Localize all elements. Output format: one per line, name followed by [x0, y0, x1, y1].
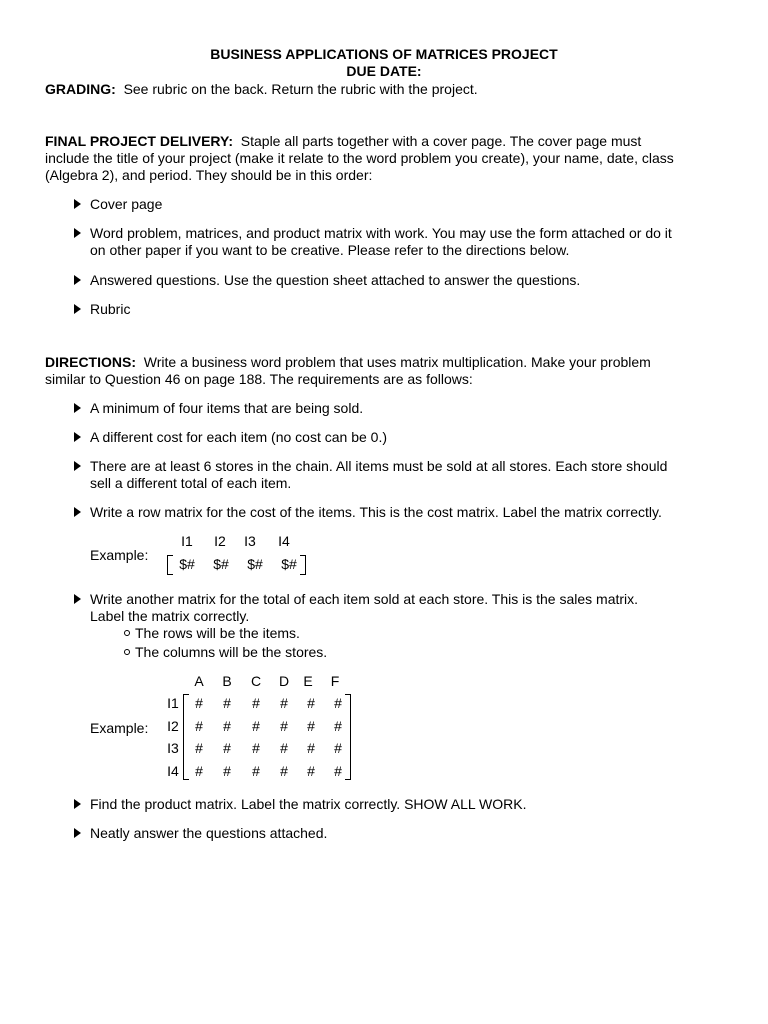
example1-cell: $#	[213, 556, 229, 572]
example1-header: I4	[278, 533, 290, 549]
bullet-arrow-icon	[74, 828, 81, 838]
matrix-cell: #	[307, 718, 315, 734]
directions-text-2: similar to Question 46 on page 188. The requirements are as follows:	[45, 371, 473, 387]
bullet-arrow-icon	[74, 461, 81, 471]
matrix-cell: #	[307, 763, 315, 779]
matrix-cell: #	[280, 763, 288, 779]
example2-label: Example:	[90, 720, 149, 736]
matrix-cell: #	[252, 695, 260, 711]
matrix-cell: #	[195, 740, 203, 756]
example1-cell: $#	[281, 556, 297, 572]
example2-row-label: I3	[167, 740, 179, 756]
example2-col-header: A	[194, 673, 204, 689]
matrix-cell: #	[280, 718, 288, 734]
bullet-arrow-icon	[74, 507, 81, 517]
matrix-cell: #	[280, 740, 288, 756]
due-date: DUE DATE:	[346, 63, 422, 79]
matrix-cell: #	[334, 718, 342, 734]
grading-text: See rubric on the back. Return the rubric with the project.	[123, 81, 478, 97]
bullet-arrow-icon	[74, 799, 81, 809]
matrix-cell: #	[195, 763, 203, 779]
example2-col-header: D	[278, 673, 290, 689]
example2-col-header: F	[330, 673, 340, 689]
matrix-left-bracket	[167, 555, 173, 575]
matrix-cell: #	[223, 718, 231, 734]
bullet-arrow-icon	[74, 594, 81, 604]
final-delivery-text-1: Staple all parts together with a cover page. The cover page must	[240, 133, 642, 149]
bullet-arrow-icon	[74, 304, 81, 314]
matrix-cell: #	[252, 763, 260, 779]
bullet-arrow-icon	[74, 403, 81, 413]
matrix-cell: #	[223, 740, 231, 756]
example2-row-label: I4	[167, 763, 179, 779]
example2-row-label: I1	[167, 695, 179, 711]
matrix-cell: #	[252, 718, 260, 734]
grading-line	[45, 81, 735, 98]
grading-label: GRADING:	[45, 81, 116, 97]
matrix-cell: #	[280, 695, 288, 711]
directions-label: DIRECTIONS:	[45, 354, 136, 370]
matrix-cell: #	[195, 695, 203, 711]
example1-label: Example:	[90, 547, 149, 563]
matrix-cell: #	[223, 763, 231, 779]
example2-col-header: B	[222, 673, 232, 689]
example1-header: I3	[244, 533, 256, 549]
matrix-cell: #	[195, 718, 203, 734]
document-title: BUSINESS APPLICATIONS OF MATRICES PROJECT	[210, 46, 558, 62]
bullet-arrow-icon	[74, 275, 81, 285]
example1-header: I1	[181, 533, 193, 549]
example2-row-label: I2	[167, 718, 179, 734]
matrix-cell: #	[307, 740, 315, 756]
bullet-arrow-icon	[74, 432, 81, 442]
directions-line1	[45, 354, 735, 371]
matrix-right-bracket	[300, 555, 306, 575]
matrix-cell: #	[307, 695, 315, 711]
example1-header: I2	[214, 533, 226, 549]
circle-bullet-icon	[124, 630, 130, 636]
final-delivery-label: FINAL PROJECT DELIVERY:	[45, 133, 233, 149]
circle-bullet-icon	[124, 649, 130, 655]
example1-cell: $#	[247, 556, 263, 572]
directions-text-1: Write a business word problem that uses matrix multiplication. Make your problem	[143, 354, 651, 370]
example1-cell: $#	[179, 556, 195, 572]
final-delivery-line1	[45, 133, 735, 150]
bullet-arrow-icon	[74, 228, 81, 238]
matrix-cell: #	[334, 763, 342, 779]
matrix-cell: #	[223, 695, 231, 711]
example2-col-header: E	[303, 673, 313, 689]
sub-item-rows: The rows will be the items.	[124, 625, 300, 642]
matrix-cell: #	[252, 740, 260, 756]
bullet-arrow-icon	[74, 199, 81, 209]
matrix-cell: #	[334, 695, 342, 711]
final-delivery-text-2: include the title of your project (make it relate to the word problem you create), your name, date, class	[45, 150, 674, 166]
sub-item-columns: The columns will be the stores.	[124, 644, 327, 661]
final-delivery-text-3: (Algebra 2), and period. They should be in this order:	[45, 167, 373, 183]
matrix-cell: #	[334, 740, 342, 756]
example2-col-header: C	[250, 673, 262, 689]
